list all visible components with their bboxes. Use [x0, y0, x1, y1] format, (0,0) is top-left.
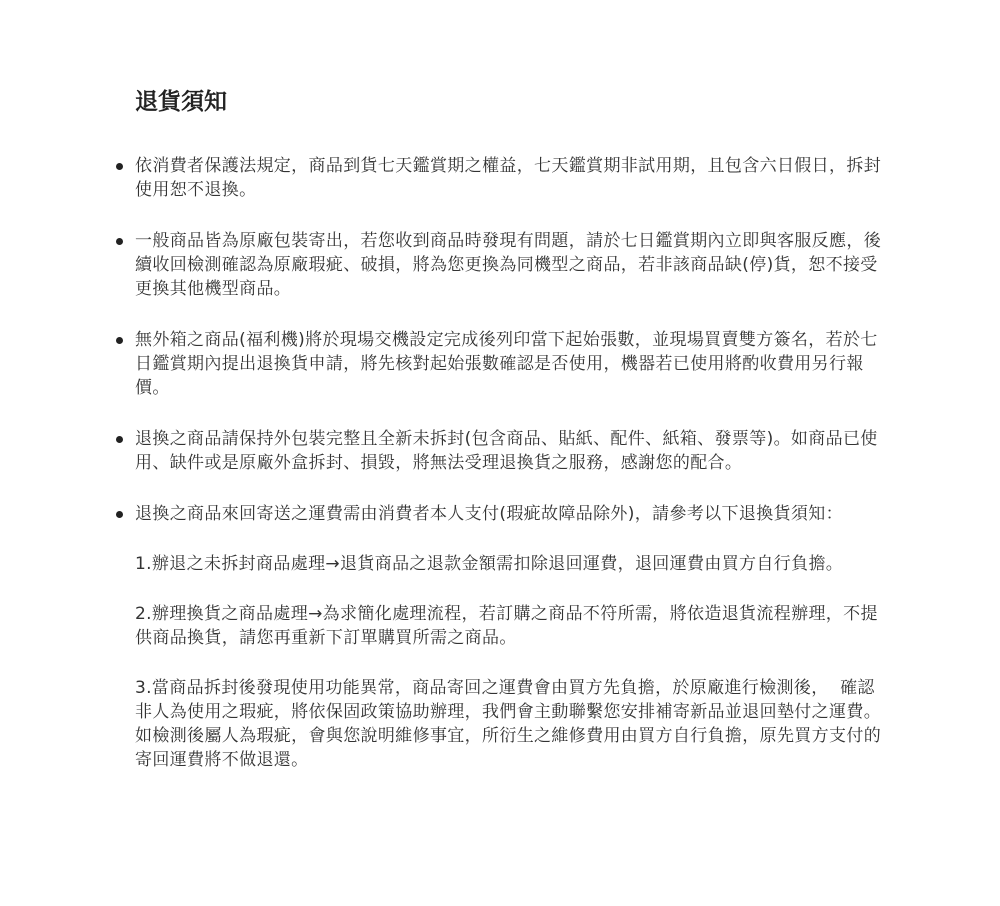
bullet-dot-icon: [116, 238, 123, 245]
policy-item-3: [135, 328, 883, 400]
policy-text: 依消費者保護法規定，商品到貨七天鑑賞期之權益，七天鑑賞期非試用期，且包含六日假日，拆封使用恕不退換。: [135, 156, 882, 200]
policy-list: [135, 154, 883, 772]
sub-item-defect-inspection: 3.當商品拆封後發現使用功能異常，商品寄回之運費會由買方先負擔，於原廠進行檢測後， 確認非人為使用之瑕疵，將依保固政策協助辦理，我們會主動聯繫您安排補寄新品並退回墊付之運費。如檢測後屬人為瑕疵，會與您說明維修事宜，所衍生之維修費用由買方自行負擔，原先買方支付的寄回運費將不做退還。: [135, 678, 882, 770]
policy-text: 退換之商品來回寄送之運費需由消費者本人支付(瑕疵故障品除外)，請參考以下退換貨須知：: [135, 504, 843, 524]
return-policy-section: [135, 84, 883, 799]
bullet-dot-icon: [116, 163, 123, 170]
sub-item-exchange: 2.辦理換貨之商品處理→為求簡化處理流程，若訂購之商品不符所需，將依造退貨流程辦理，不提供商品換貨，請您再重新下訂單購買所需之商品。: [135, 604, 878, 648]
bullet-dot-icon: [116, 436, 123, 443]
return-shipping-sublist: [135, 552, 883, 772]
policy-item-2: [135, 229, 883, 301]
policy-item-4: [135, 427, 883, 475]
policy-text: 一般商品皆為原廠包裝寄出，若您收到商品時發現有問題，請於七日鑑賞期內立即與客服反應，後續收回檢測確認為原廠瑕疵、破損，將為您更換為同機型之商品，若非該商品缺(停)貨，恕不接受更換其他機型商品。: [135, 231, 882, 299]
page-title: 退貨須知: [135, 89, 227, 115]
bullet-dot-icon: [116, 511, 123, 518]
policy-item-5: [135, 502, 883, 772]
policy-item-1: [135, 154, 883, 202]
policy-text: 無外箱之商品(福利機)將於現場交機設定完成後列印當下起始張數，並現場買賣雙方簽名，若於七日鑑賞期內提出退換貨申請，將先核對起始張數確認是否使用，機器若已使用將酌收費用另行報價。: [135, 330, 878, 398]
bullet-dot-icon: [116, 337, 123, 344]
sub-item-unopened-return: 1.辦退之未拆封商品處理→退貨商品之退款金額需扣除退回運費，退回運費由買方自行負擔。: [135, 554, 844, 574]
policy-text: 退換之商品請保持外包裝完整且全新未拆封(包含商品、貼紙、配件、紙箱、發票等)。如商品已使用、缺件或是原廠外盒拆封、損毀，將無法受理退換貨之服務，感謝您的配合。: [135, 429, 878, 473]
